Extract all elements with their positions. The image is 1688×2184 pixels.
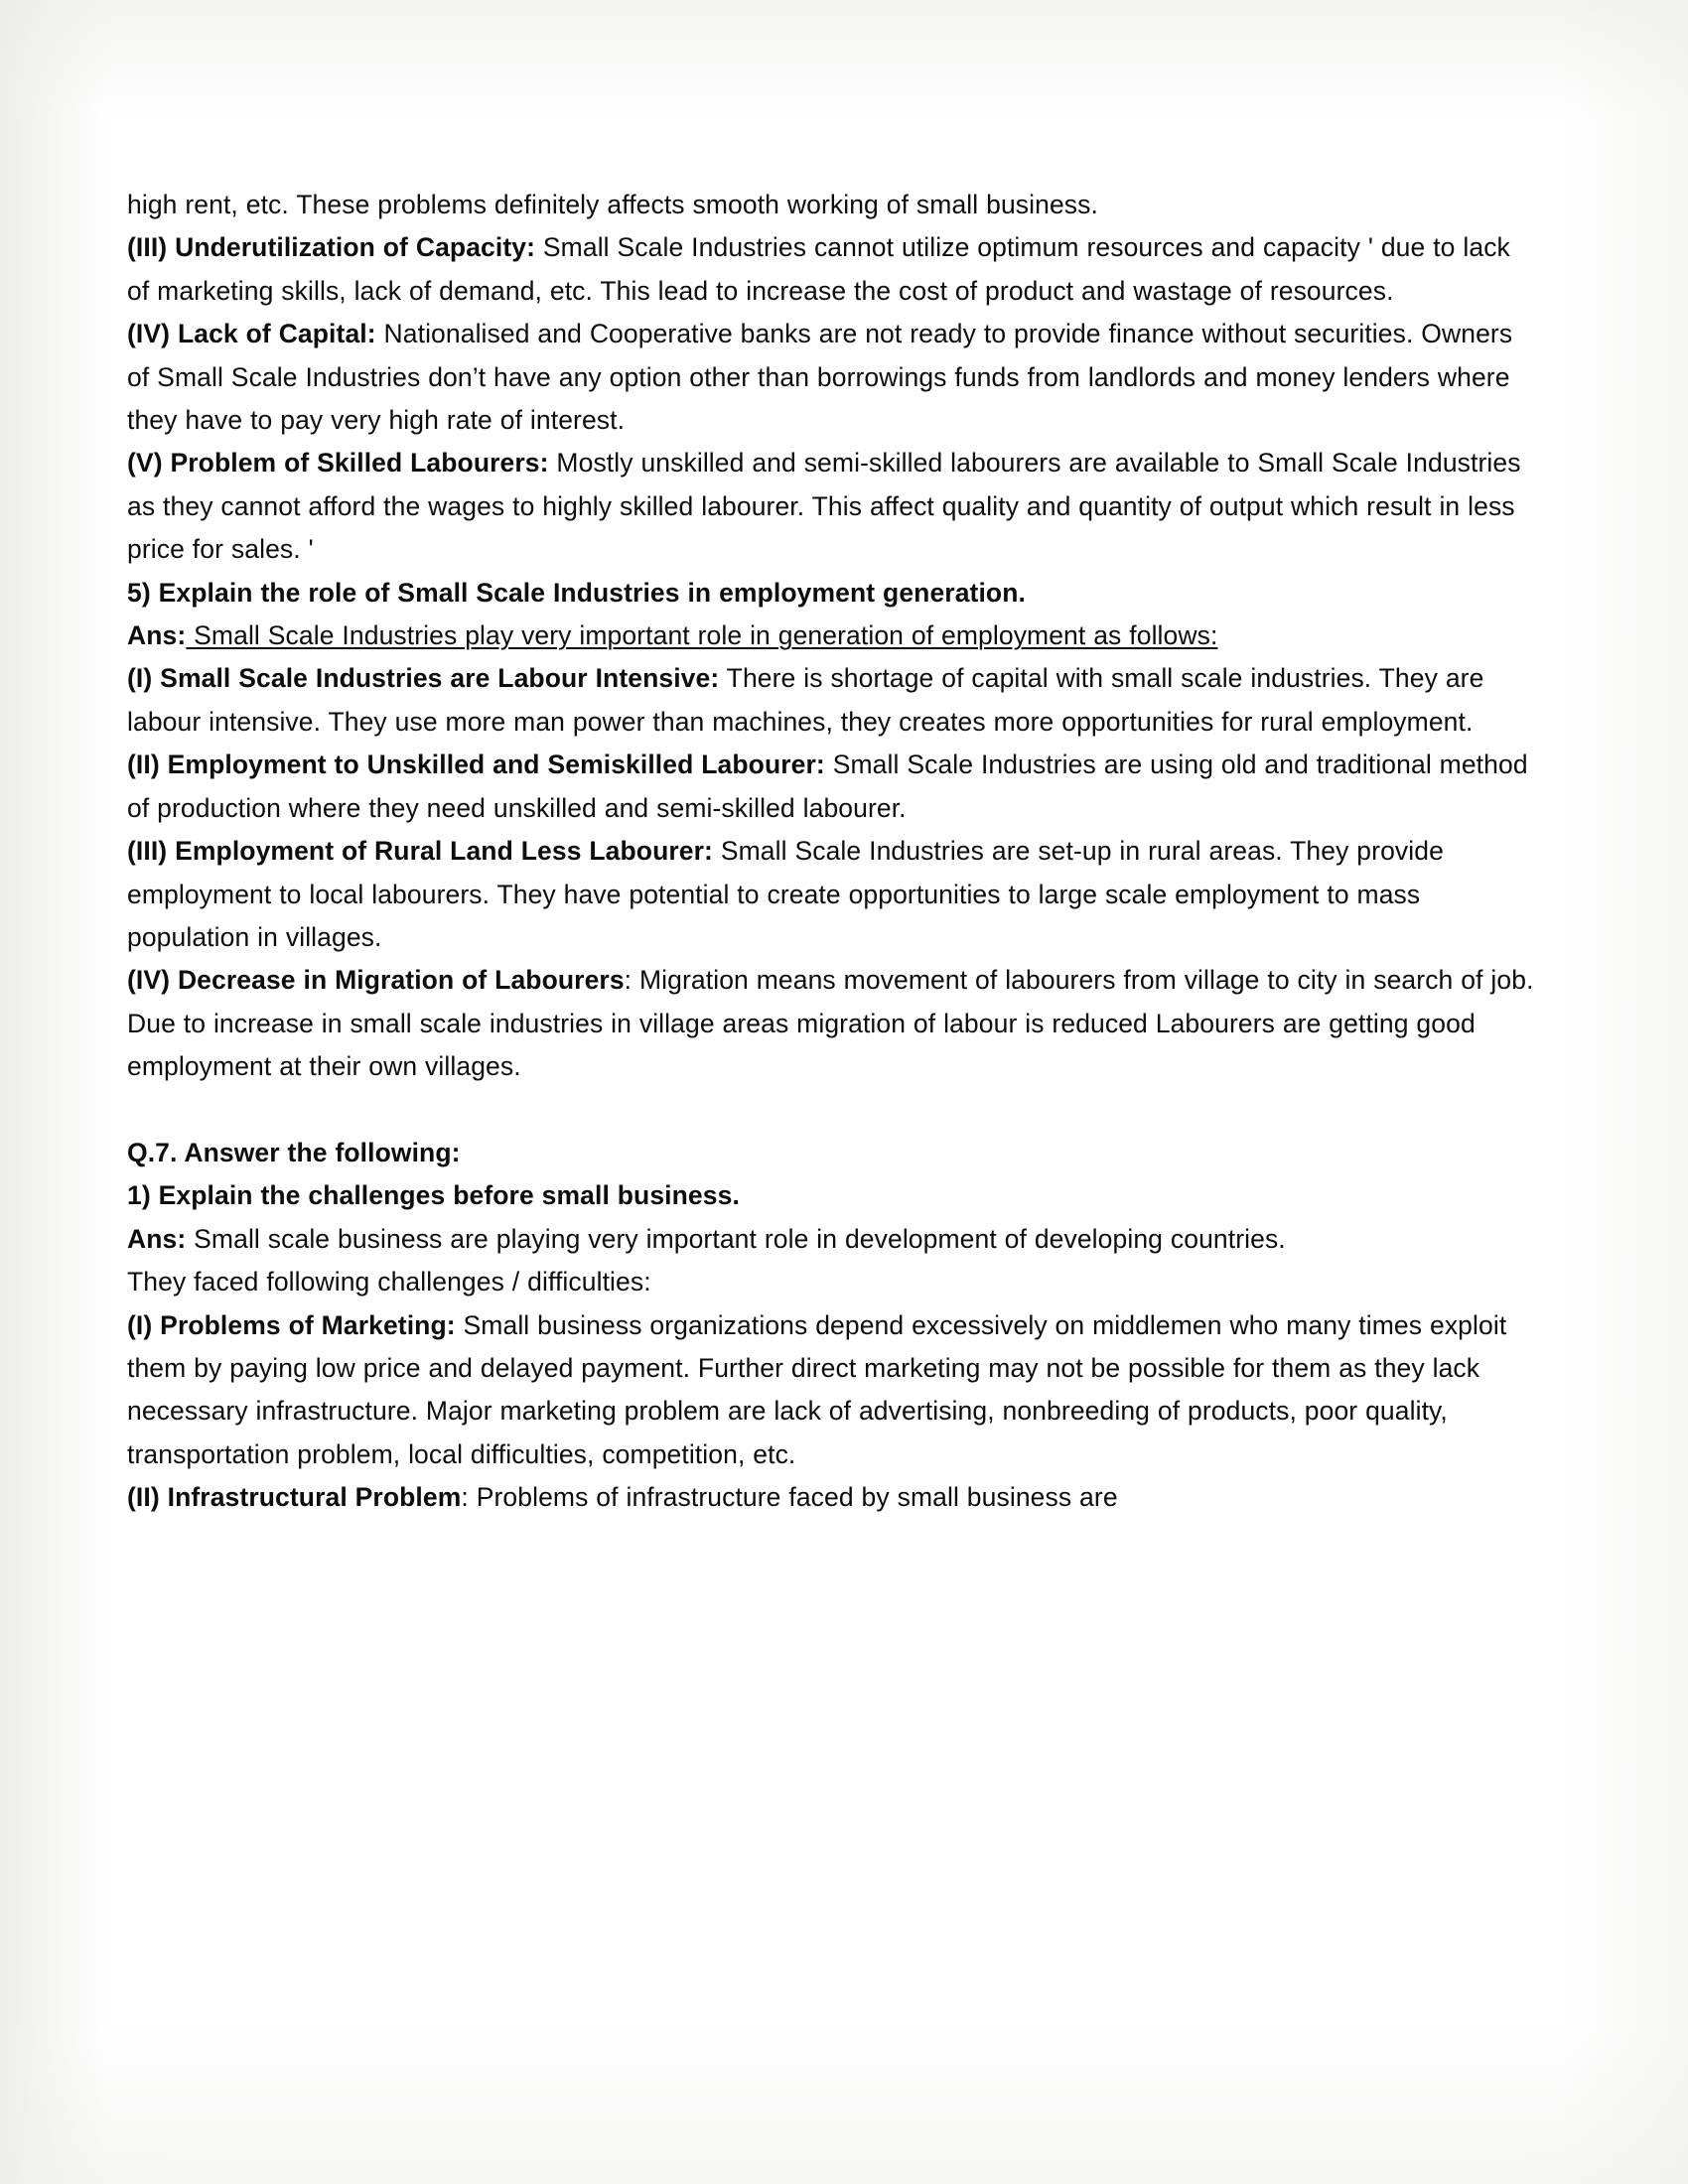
block-problems-marketing — [127, 1304, 1537, 1477]
scan-edge-shadow-left — [0, 0, 109, 2184]
block-challenges-intro — [127, 1261, 1537, 1303]
document-text-column — [127, 184, 1537, 1520]
block-answer-5 — [127, 614, 1537, 657]
block-answer-5-lead: Ans: — [127, 620, 187, 651]
block-question-5 — [127, 572, 1537, 614]
block-underutilization-continued-body: high rent, etc. These problems definitely affects smooth working of small business. — [127, 190, 1098, 219]
block-infrastructural-problem-lead: (II) Infrastructural Problem — [127, 1482, 462, 1513]
block-skilled-labourers — [127, 442, 1537, 571]
block-q7-1-lead: 1) Explain the challenges before small business. — [127, 1180, 740, 1211]
block-rural-land-less-lead: (III) Employment of Rural Land Less Labourer: — [127, 836, 713, 867]
block-infrastructural-problem — [127, 1476, 1537, 1519]
block-skilled-labourers-body: Mostly unskilled and semi-skilled labourers are available to Small Scale Industries as they cannot afford the wages to highly skilled labourer. This affect quality and quantity of output which result in less price for sales. ' — [127, 448, 1521, 565]
block-unskilled-semiskilled — [127, 744, 1537, 830]
block-underutilization-body: Small Scale Industries cannot utilize optimum resources and capacity ' due to lack of marketing skills, lack of demand, etc. This lead to increase the cost of product and wastage of resources. — [127, 232, 1510, 306]
block-q7-1 — [127, 1174, 1537, 1217]
block-underutilization-lead: (III) Underutilization of Capacity: — [127, 232, 536, 263]
block-challenges-intro-body: They faced following challenges / difficulties: — [127, 1267, 651, 1297]
block-lack-of-capital-body: Nationalised and Cooperative banks are not ready to provide finance without securities. Owners of Small Scale Industries don’t have any option other than borrowings funds from landlords and money lenders where they have to pay very high rate of interest. — [127, 319, 1513, 436]
block-underutilization — [127, 226, 1537, 313]
block-decrease-migration-lead: (IV) Decrease in Migration of Labourers — [127, 965, 625, 996]
scan-edge-shadow-right — [1559, 0, 1688, 2184]
block-problems-marketing-body: Small business organizations depend excessively on middlemen who many times exploit them by paying low price and delayed payment. Further direct marketing may not be possible for them as they lack necessary infrastructure. Major marketing problem are lack of advertising, nonbreeding of products, poor quality, transportation problem, local difficulties, competition, etc. — [127, 1309, 1507, 1469]
block-labour-intensive-body: There is shortage of capital with small scale industries. They are labour intensive. They use more man power than machines, they creates more opportunities for rural employment. — [127, 663, 1484, 737]
block-unskilled-semiskilled-body: Small Scale Industries are using old and traditional method of production where they need unskilled and semi-skilled labourer. — [127, 750, 1528, 823]
block-problems-marketing-lead: (I) Problems of Marketing: — [127, 1309, 456, 1340]
block-answer-q7-1-lead: Ans: — [127, 1223, 187, 1254]
block-lack-of-capital — [127, 313, 1537, 442]
block-lack-of-capital-lead: (IV) Lack of Capital: — [127, 319, 376, 349]
scan-edge-shadow-top — [0, 0, 1688, 119]
block-question-5-lead: 5) Explain the role of Small Scale Industries in employment generation. — [127, 577, 1026, 608]
block-skilled-labourers-lead: (V) Problem of Skilled Labourers: — [127, 448, 549, 478]
block-answer-q7-1-body: Small scale business are playing very important role in development of developing countries. — [186, 1223, 1286, 1254]
paragraph-gap — [127, 1089, 1537, 1132]
block-unskilled-semiskilled-lead: (II) Employment to Unskilled and Semiskilled Labourer: — [127, 750, 825, 780]
block-underutilization-continued — [127, 184, 1537, 226]
block-labour-intensive — [127, 657, 1537, 744]
block-rural-land-less-body: Small Scale Industries are set-up in rural areas. They provide employment to local labourers. They have potential to create opportunities to large scale employment to mass population in villages. — [127, 836, 1444, 952]
block-q7-heading — [127, 1132, 1537, 1174]
scan-edge-shadow-bottom — [0, 2025, 1688, 2184]
block-rural-land-less — [127, 830, 1537, 959]
block-answer-5-body: Small Scale Industries play very important role in generation of employment as follows: — [186, 620, 1218, 651]
block-infrastructural-problem-body: : Problems of infrastructure faced by small business are — [461, 1482, 1118, 1513]
block-decrease-migration-body: : Migration means movement of labourers from village to city in search of job. Due to increase in small scale industries in village areas migration of labour is reduced Labourers are getting good employment at their own villages. — [127, 965, 1534, 1082]
block-answer-q7-1 — [127, 1218, 1537, 1261]
block-decrease-migration — [127, 959, 1537, 1088]
block-q7-heading-lead: Q.7. Answer the following: — [127, 1137, 461, 1167]
block-labour-intensive-lead: (I) Small Scale Industries are Labour Intensive: — [127, 663, 720, 694]
